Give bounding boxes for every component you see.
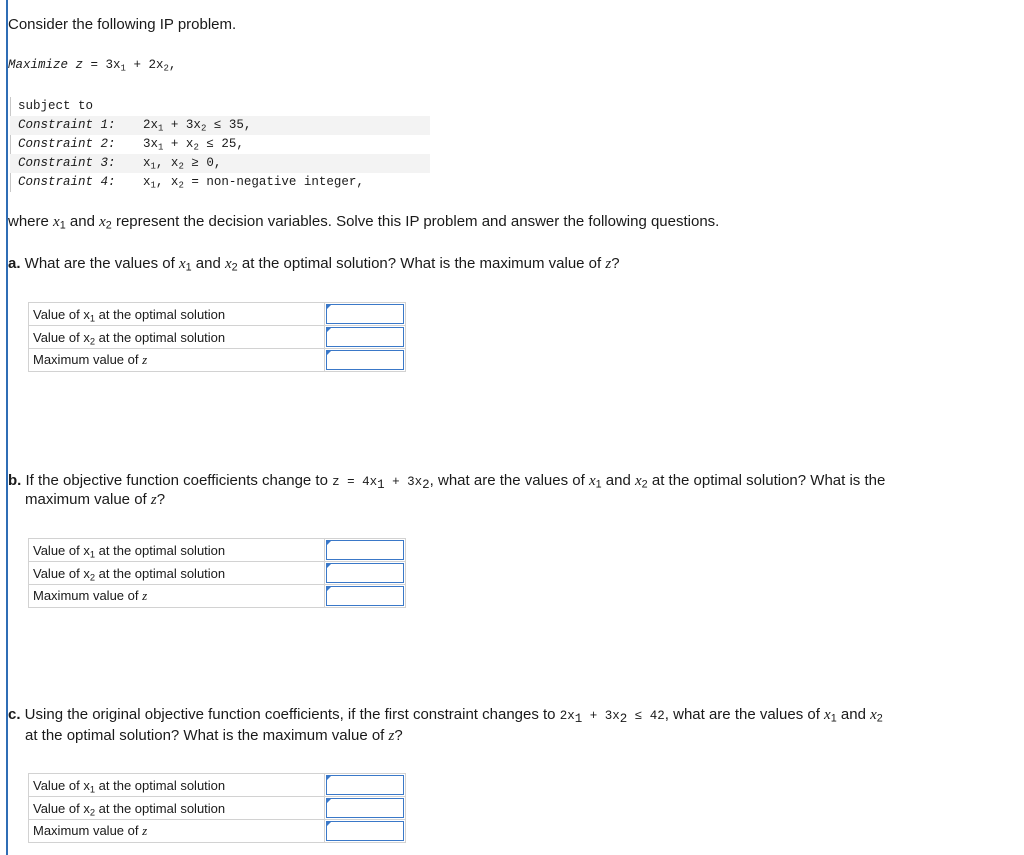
row-label-x1: Value of $x_1$ at the optimal solution xyxy=(29,539,325,562)
table-row xyxy=(29,774,406,797)
table-row xyxy=(29,797,406,820)
flag-icon xyxy=(326,304,332,310)
table-row xyxy=(29,562,406,585)
row-label-x1: Value of $x_1$ at the optimal solution xyxy=(29,303,325,326)
table-row xyxy=(29,303,406,326)
subject-to-label: subject to xyxy=(18,99,94,113)
constraints-block xyxy=(10,97,430,192)
flag-icon xyxy=(326,350,332,356)
where-text: where $x_1$ and $x_2$ represent the decision variables. Solve this IP problem and answer the following questions. xyxy=(8,213,720,232)
answer-b-max-input[interactable] xyxy=(325,585,406,608)
table-row xyxy=(29,326,406,349)
question-b-line2: maximum value of z? xyxy=(25,491,166,508)
constraint-row: Constraint 3: $x_1$, $x_2 \ge 0$, xyxy=(10,154,430,173)
table-row xyxy=(29,349,406,372)
answer-table-a xyxy=(28,302,406,372)
constraint-row: Constraint 2: $3x_1 + x_2 \le 25$, xyxy=(18,137,244,153)
question-c-line2: at the optimal solution? What is the maximum value of z? xyxy=(25,727,403,744)
row-label-max: Maximum value of z xyxy=(29,585,325,608)
table-row xyxy=(29,820,406,843)
flag-icon xyxy=(326,540,332,546)
intro-text: Consider the following IP problem. xyxy=(8,16,237,33)
answer-table-b xyxy=(28,538,406,608)
answer-b-x2-input[interactable] xyxy=(325,562,406,585)
answer-c-x2-input[interactable] xyxy=(325,797,406,820)
objective-function: Maximize $z = 3x_1 + 2x_2$, xyxy=(8,58,177,74)
table-row xyxy=(29,585,406,608)
answer-a-x1-input[interactable] xyxy=(325,303,406,326)
constraint-row: Constraint 1: $2x_1 + 3x_2 \le 35$, xyxy=(10,116,430,135)
answer-b-x1-input[interactable] xyxy=(325,539,406,562)
answer-c-x1-input[interactable] xyxy=(325,774,406,797)
constraint-row: Constraint 4: $x_1$, $x_2$ = non-negative integer, xyxy=(18,175,364,191)
answer-table-c xyxy=(28,773,406,843)
flag-icon xyxy=(326,821,332,827)
row-label-x2: Value of $x_2$ at the optimal solution xyxy=(29,797,325,820)
table-row xyxy=(29,539,406,562)
flag-icon xyxy=(326,563,332,569)
question-c: c. Using the original objective function coefficients, if the first constraint changes to $2x_1 + 3x_2 \le 42$, what are the values of $x_1$ and $x_2$ xyxy=(8,706,883,727)
row-label-x1: Value of $x_1$ at the optimal solution xyxy=(29,774,325,797)
answer-c-max-input[interactable] xyxy=(325,820,406,843)
answer-a-x2-input[interactable] xyxy=(325,326,406,349)
row-label-max: Maximum value of z xyxy=(29,349,325,372)
question-a: a. What are the values of $x_1$ and $x_2$ at the optimal solution? What is the maximum value of z? xyxy=(8,255,620,274)
row-label-max: Maximum value of z xyxy=(29,820,325,843)
flag-icon xyxy=(326,775,332,781)
flag-icon xyxy=(326,327,332,333)
objective-label: Maximize z = xyxy=(8,58,99,72)
flag-icon xyxy=(326,586,332,592)
flag-icon xyxy=(326,798,332,804)
question-b: b. If the objective function coefficients change to $z = 4x_1 + 3x_2$, what are the values of $x_1$ and $x_2$ at the optimal solution? What is the xyxy=(8,472,886,493)
left-accent-rule xyxy=(6,0,8,855)
answer-a-max-input[interactable] xyxy=(325,349,406,372)
row-label-x2: Value of $x_2$ at the optimal solution xyxy=(29,562,325,585)
row-label-x2: Value of $x_2$ at the optimal solution xyxy=(29,326,325,349)
